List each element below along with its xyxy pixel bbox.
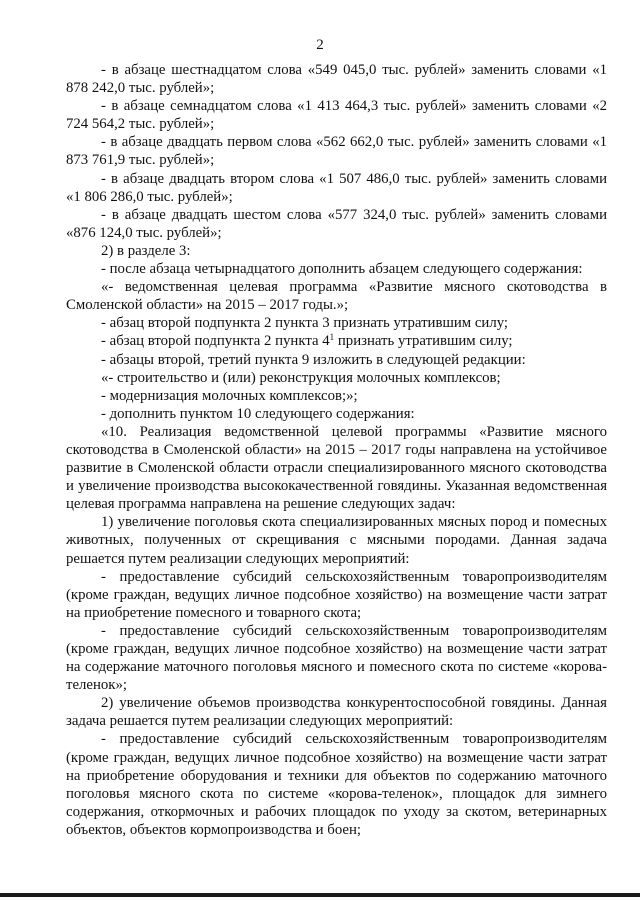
- paragraph: - в абзаце двадцать шестом слова «577 324,0 тыс. рублей» заменить словами «876 124,0 тыс. рублей»;: [66, 206, 607, 241]
- paragraph-text: признать утратившим силу;: [334, 333, 513, 350]
- paragraph: [66, 332, 607, 350]
- paragraph: - абзац второй подпункта 2 пункта 3 признать утратившим силу;: [101, 315, 509, 332]
- paragraph: - в абзаце двадцать первом слова «562 662,0 тыс. рублей» заменить словами «1 873 761,9 тыс. рублей»;: [66, 134, 607, 169]
- paragraph-text: - абзац второй подпункта 2 пункта 4: [101, 333, 330, 350]
- paragraph: - предоставление субсидий сельскохозяйственным товаропроизводителям (кроме граждан, ведущих личное подсобное хозяйство) на возмещение части затрат на приобретение помесного и товарного скота;: [66, 568, 607, 621]
- paragraph: - в абзаце двадцать втором слова «1 507 486,0 тыс. рублей» заменить словами «1 806 286,0 тыс. рублей»;: [66, 170, 607, 205]
- paragraph: «- строительство и (или) реконструкция молочных комплексов;: [101, 369, 501, 386]
- bottom-border-line: [0, 893, 640, 897]
- paragraph: - модернизация молочных комплексов;»;: [101, 387, 358, 404]
- paragraph: 2) увеличение объемов производства конкурентоспособной говядины. Данная задача решается путем реализации следующих мероприятий:: [66, 695, 607, 730]
- paragraph: - дополнить пунктом 10 следующего содержания:: [101, 405, 415, 422]
- paragraph: 2) в разделе 3:: [101, 242, 191, 259]
- paragraph: - в абзаце семнадцатом слова «1 413 464,3 тыс. рублей» заменить словами «2 724 564,2 тыс. рублей»;: [66, 98, 607, 133]
- paragraph: - предоставление субсидий сельскохозяйственным товаропроизводителям (кроме граждан, ведущих личное подсобное хозяйство) на возмещение части затрат на приобретение оборудования и техники для объектов по содержанию маточного поголовья мясного скота по системе «корова-теленок», площадок для зимнего содержания, откормочных и рабочих площадок по уходу за скотом, ветеринарных объектов, объектов кормопроизводства и боен;: [66, 731, 607, 838]
- paragraph: 1) увеличение поголовья скота специализированных мясных пород и помесных животных, полученных от скрещивания с мясными породами. Данная задача решается путем реализации следующих мероприятий:: [66, 514, 607, 567]
- paragraph: «10. Реализация ведомственной целевой программы «Развитие мясного скотоводства в Смоленской области» на 2015 – 2017 годы направлена на устойчивое развитие в Смоленской области отрасли специализированного мясного скотоводства и увеличение производства высококачественной говядины. Указанная ведомственная целевая программа направлена на решение следующих задач:: [66, 423, 607, 513]
- paragraph: - абзацы второй, третий пункта 9 изложить в следующей редакции:: [101, 351, 526, 368]
- paragraph: - в абзаце шестнадцатом слова «549 045,0 тыс. рублей» заменить словами «1 878 242,0 тыс. рублей»;: [66, 62, 607, 97]
- superscript: 1: [329, 332, 335, 343]
- document-body: [66, 61, 607, 839]
- paragraph: - после абзаца четырнадцатого дополнить абзацем следующего содержания:: [101, 261, 583, 278]
- paragraph: «- ведомственная целевая программа «Развитие мясного скотоводства в Смоленской области» на 2015 – 2017 годы.»;: [66, 279, 607, 314]
- paragraph: - предоставление субсидий сельскохозяйственным товаропроизводителям (кроме граждан, ведущих личное подсобное хозяйство) на возмещение части затрат на содержание маточного поголовья мясного и помесного скота по системе «корова-теленок»;: [66, 622, 607, 694]
- page-number: 2: [316, 37, 324, 53]
